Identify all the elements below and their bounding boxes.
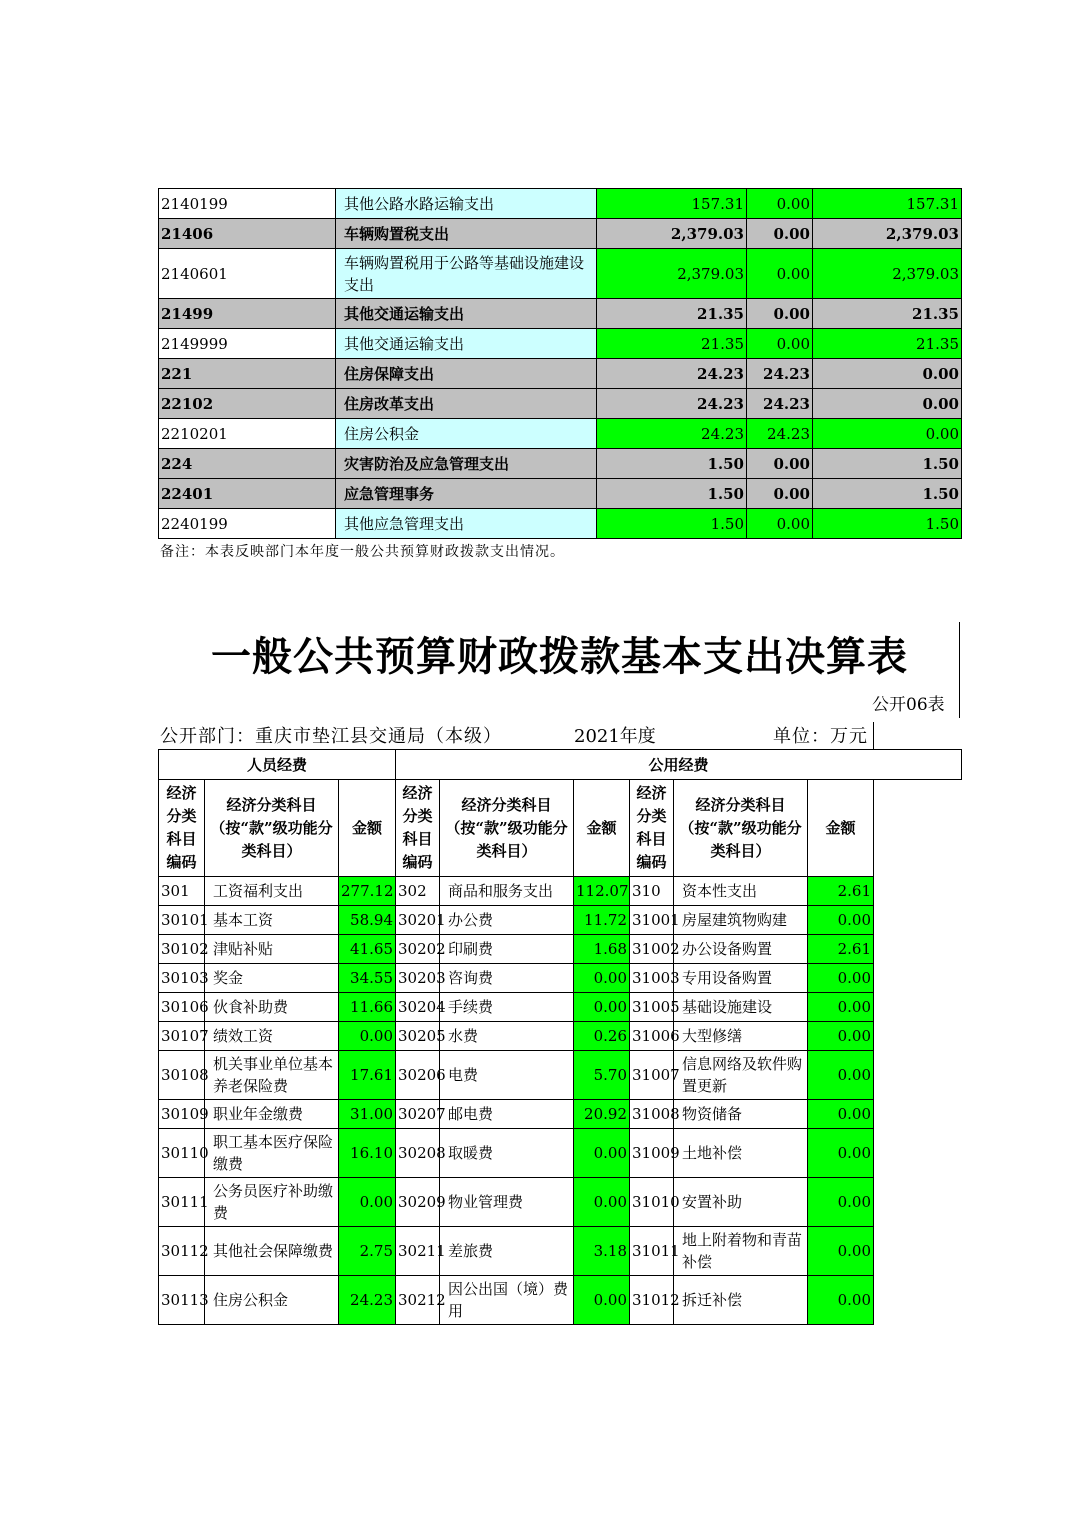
row-amount: 0.00 xyxy=(808,906,874,935)
row-name: 伙食补助费 xyxy=(205,993,339,1022)
row-value: 21.35 xyxy=(597,329,747,359)
row-amount: 3.18 xyxy=(574,1227,630,1276)
row-amount: 20.92 xyxy=(574,1100,630,1129)
row-amount: 31.00 xyxy=(339,1100,396,1129)
row-name: 公务员医疗补助缴费 xyxy=(205,1178,339,1227)
row-code: 30204 xyxy=(396,993,440,1022)
row-value: 0.00 xyxy=(747,509,813,539)
row-code: 30109 xyxy=(159,1100,205,1129)
table-row xyxy=(159,1276,874,1325)
row-code: 30208 xyxy=(396,1129,440,1178)
row-name: 住房保障支出 xyxy=(336,359,597,389)
row-name: 应急管理事务 xyxy=(336,479,597,509)
row-value: 21.35 xyxy=(813,329,962,359)
row-name: 地上附着物和青苗补偿 xyxy=(674,1227,808,1276)
row-value: 0.00 xyxy=(747,249,813,299)
row-value: 1.50 xyxy=(597,449,747,479)
row-name: 住房改革支出 xyxy=(336,389,597,419)
group-header xyxy=(158,749,962,780)
col-amount: 金额 xyxy=(339,780,396,877)
row-name: 其他交通运输支出 xyxy=(336,299,597,329)
row-value: 1.50 xyxy=(813,449,962,479)
row-value: 0.00 xyxy=(747,219,813,249)
row-amount: 0.26 xyxy=(574,1022,630,1051)
table-row xyxy=(159,299,962,329)
row-code: 2210201 xyxy=(159,419,336,449)
department-label: 公开部门：重庆市垫江县交通局（本级） xyxy=(160,726,502,747)
row-name: 住房公积金 xyxy=(336,419,597,449)
row-amount: 0.00 xyxy=(339,1178,396,1227)
col-code: 经济分类科目编码 xyxy=(396,780,440,877)
row-amount: 34.55 xyxy=(339,964,396,993)
row-name: 商品和服务支出 xyxy=(440,877,574,906)
row-amount: 2.75 xyxy=(339,1227,396,1276)
row-amount: 2.61 xyxy=(808,877,874,906)
row-amount: 2.61 xyxy=(808,935,874,964)
row-code: 31009 xyxy=(630,1129,674,1178)
row-value: 1.50 xyxy=(813,479,962,509)
row-name: 车辆购置税用于公路等基础设施建设支出 xyxy=(336,249,597,299)
row-name: 因公出国（境）费用 xyxy=(440,1276,574,1325)
row-code: 30206 xyxy=(396,1051,440,1100)
table-row xyxy=(159,329,962,359)
row-code: 31012 xyxy=(630,1276,674,1325)
row-name: 安置补助 xyxy=(674,1178,808,1227)
row-value: 24.23 xyxy=(747,359,813,389)
col-name: 经济分类科目（按“款”级功能分类科目） xyxy=(674,780,808,877)
row-code: 31003 xyxy=(630,964,674,993)
row-code: 30113 xyxy=(159,1276,205,1325)
row-name: 专用设备购置 xyxy=(674,964,808,993)
row-code: 2149999 xyxy=(159,329,336,359)
row-name: 办公费 xyxy=(440,906,574,935)
row-amount: 1.68 xyxy=(574,935,630,964)
row-name: 信息网络及软件购置更新 xyxy=(674,1051,808,1100)
row-name: 职工基本医疗保险缴费 xyxy=(205,1129,339,1178)
row-code: 30212 xyxy=(396,1276,440,1325)
column-header-row xyxy=(159,780,874,877)
row-value: 21.35 xyxy=(597,299,747,329)
row-name: 资本性支出 xyxy=(674,877,808,906)
year-label: 2021年度 xyxy=(574,726,656,747)
row-code: 2140601 xyxy=(159,249,336,299)
row-code: 30111 xyxy=(159,1178,205,1227)
row-name: 职业年金缴费 xyxy=(205,1100,339,1129)
row-value: 24.23 xyxy=(747,419,813,449)
row-name: 邮电费 xyxy=(440,1100,574,1129)
row-code: 310 xyxy=(630,877,674,906)
row-name: 奖金 xyxy=(205,964,339,993)
row-name: 办公设备购置 xyxy=(674,935,808,964)
row-amount: 0.00 xyxy=(574,1178,630,1227)
table-row xyxy=(159,1178,874,1227)
table-row xyxy=(159,1129,874,1178)
row-amount: 277.12 xyxy=(339,877,396,906)
row-amount: 24.23 xyxy=(339,1276,396,1325)
row-code: 30110 xyxy=(159,1129,205,1178)
row-amount: 0.00 xyxy=(808,964,874,993)
table-row xyxy=(159,449,962,479)
row-name: 房屋建筑物购建 xyxy=(674,906,808,935)
row-name: 大型修缮 xyxy=(674,1022,808,1051)
row-code: 30112 xyxy=(159,1227,205,1276)
row-code: 30209 xyxy=(396,1178,440,1227)
row-amount: 11.66 xyxy=(339,993,396,1022)
table-row xyxy=(159,993,874,1022)
row-value: 157.31 xyxy=(597,189,747,219)
row-value: 157.31 xyxy=(813,189,962,219)
unit-label: 单位：万元 xyxy=(773,726,868,747)
row-value: 1.50 xyxy=(597,479,747,509)
row-name: 其他社会保障缴费 xyxy=(205,1227,339,1276)
row-amount: 58.94 xyxy=(339,906,396,935)
row-amount: 0.00 xyxy=(808,1276,874,1325)
row-amount: 17.61 xyxy=(339,1051,396,1100)
row-value: 0.00 xyxy=(747,329,813,359)
basic-expenditure-table xyxy=(158,779,874,1325)
row-value: 0.00 xyxy=(747,449,813,479)
group-personnel: 人员经费 xyxy=(159,750,396,780)
row-code: 31005 xyxy=(630,993,674,1022)
row-code: 31008 xyxy=(630,1100,674,1129)
row-amount: 0.00 xyxy=(574,1129,630,1178)
row-code: 2140199 xyxy=(159,189,336,219)
row-name: 住房公积金 xyxy=(205,1276,339,1325)
row-code: 224 xyxy=(159,449,336,479)
row-value: 0.00 xyxy=(747,299,813,329)
form-number: 公开06表 xyxy=(872,695,945,715)
row-name: 其他交通运输支出 xyxy=(336,329,597,359)
divider xyxy=(873,722,874,750)
row-code: 31006 xyxy=(630,1022,674,1051)
row-code: 31001 xyxy=(630,906,674,935)
row-code: 30102 xyxy=(159,935,205,964)
row-code: 30103 xyxy=(159,964,205,993)
row-amount: 0.00 xyxy=(574,1276,630,1325)
table-row xyxy=(159,509,962,539)
row-code: 31007 xyxy=(630,1051,674,1100)
table-row xyxy=(159,419,962,449)
row-name: 工资福利支出 xyxy=(205,877,339,906)
row-code: 30101 xyxy=(159,906,205,935)
row-name: 电费 xyxy=(440,1051,574,1100)
row-amount: 0.00 xyxy=(574,964,630,993)
row-amount: 16.10 xyxy=(339,1129,396,1178)
row-code: 30108 xyxy=(159,1051,205,1100)
row-name: 车辆购置税支出 xyxy=(336,219,597,249)
row-name: 咨询费 xyxy=(440,964,574,993)
row-code: 31002 xyxy=(630,935,674,964)
row-value: 2,379.03 xyxy=(597,219,747,249)
row-code: 30203 xyxy=(396,964,440,993)
col-code: 经济分类科目编码 xyxy=(630,780,674,877)
table-row xyxy=(159,877,874,906)
row-value: 0.00 xyxy=(813,389,962,419)
row-name: 印刷费 xyxy=(440,935,574,964)
table-row xyxy=(159,359,962,389)
table-row xyxy=(159,249,962,299)
row-name: 物业管理费 xyxy=(440,1178,574,1227)
row-code: 30211 xyxy=(396,1227,440,1276)
table-note: 备注：本表反映部门本年度一般公共预算财政拨款支出情况。 xyxy=(160,544,565,560)
row-value: 2,379.03 xyxy=(813,249,962,299)
row-name: 土地补偿 xyxy=(674,1129,808,1178)
row-amount: 41.65 xyxy=(339,935,396,964)
row-code: 31011 xyxy=(630,1227,674,1276)
row-name: 机关事业单位基本养老保险费 xyxy=(205,1051,339,1100)
col-amount: 金额 xyxy=(808,780,874,877)
table-row xyxy=(159,935,874,964)
row-amount: 0.00 xyxy=(808,993,874,1022)
divider xyxy=(959,622,960,718)
row-amount: 11.72 xyxy=(574,906,630,935)
table-row xyxy=(159,219,962,249)
row-amount: 112.07 xyxy=(574,877,630,906)
table-row xyxy=(159,906,874,935)
row-name: 取暖费 xyxy=(440,1129,574,1178)
expenditure-table xyxy=(158,188,962,539)
row-name: 灾害防治及应急管理支出 xyxy=(336,449,597,479)
col-name: 经济分类科目（按“款”级功能分类科目） xyxy=(440,780,574,877)
row-name: 津贴补贴 xyxy=(205,935,339,964)
table-row xyxy=(159,1022,874,1051)
row-code: 21406 xyxy=(159,219,336,249)
row-name: 其他应急管理支出 xyxy=(336,509,597,539)
row-code: 30107 xyxy=(159,1022,205,1051)
row-value: 24.23 xyxy=(597,359,747,389)
row-amount: 0.00 xyxy=(808,1178,874,1227)
page-title: 一般公共预算财政拨款基本支出决算表 xyxy=(211,633,908,680)
table-row xyxy=(159,964,874,993)
row-name: 物资储备 xyxy=(674,1100,808,1129)
row-amount: 0.00 xyxy=(808,1051,874,1100)
table-row xyxy=(159,1227,874,1276)
col-code: 经济分类科目编码 xyxy=(159,780,205,877)
row-value: 21.35 xyxy=(813,299,962,329)
row-code: 30205 xyxy=(396,1022,440,1051)
row-value: 0.00 xyxy=(747,189,813,219)
row-amount: 5.70 xyxy=(574,1051,630,1100)
row-value: 0.00 xyxy=(747,479,813,509)
row-value: 0.00 xyxy=(813,359,962,389)
row-name: 基础设施建设 xyxy=(674,993,808,1022)
row-code: 2240199 xyxy=(159,509,336,539)
col-name: 经济分类科目（按“款”级功能分类科目） xyxy=(205,780,339,877)
row-code: 301 xyxy=(159,877,205,906)
row-amount: 0.00 xyxy=(808,1227,874,1276)
table-row xyxy=(159,1051,874,1100)
row-code: 302 xyxy=(396,877,440,906)
row-amount: 0.00 xyxy=(808,1022,874,1051)
table-row xyxy=(159,389,962,419)
row-value: 24.23 xyxy=(597,419,747,449)
row-value: 1.50 xyxy=(813,509,962,539)
row-name: 其他公路水路运输支出 xyxy=(336,189,597,219)
row-code: 221 xyxy=(159,359,336,389)
row-amount: 0.00 xyxy=(808,1129,874,1178)
row-value: 0.00 xyxy=(813,419,962,449)
row-code: 22401 xyxy=(159,479,336,509)
col-amount: 金额 xyxy=(574,780,630,877)
row-name: 水费 xyxy=(440,1022,574,1051)
row-code: 31010 xyxy=(630,1178,674,1227)
row-amount: 0.00 xyxy=(339,1022,396,1051)
row-code: 30201 xyxy=(396,906,440,935)
row-amount: 0.00 xyxy=(808,1100,874,1129)
row-name: 差旅费 xyxy=(440,1227,574,1276)
table-row xyxy=(159,189,962,219)
row-code: 21499 xyxy=(159,299,336,329)
row-code: 22102 xyxy=(159,389,336,419)
row-name: 拆迁补偿 xyxy=(674,1276,808,1325)
table-row xyxy=(159,479,962,509)
row-value: 24.23 xyxy=(597,389,747,419)
row-value: 2,379.03 xyxy=(597,249,747,299)
row-name: 基本工资 xyxy=(205,906,339,935)
row-value: 24.23 xyxy=(747,389,813,419)
row-name: 绩效工资 xyxy=(205,1022,339,1051)
row-name: 手续费 xyxy=(440,993,574,1022)
row-value: 2,379.03 xyxy=(813,219,962,249)
group-public: 公用经费 xyxy=(396,750,962,780)
table-row xyxy=(159,1100,874,1129)
row-code: 30106 xyxy=(159,993,205,1022)
row-code: 30207 xyxy=(396,1100,440,1129)
row-value: 1.50 xyxy=(597,509,747,539)
row-amount: 0.00 xyxy=(574,993,630,1022)
row-code: 30202 xyxy=(396,935,440,964)
